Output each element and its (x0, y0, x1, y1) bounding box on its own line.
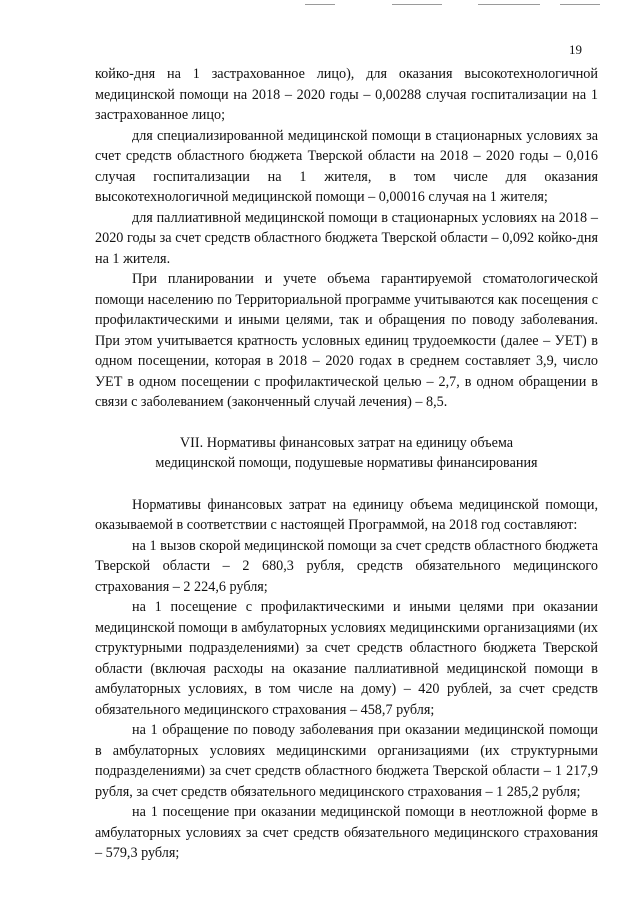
paragraph-specialized-care: для специализированной медицинской помощи в стационарных условиях за счет средств областного бюджета Тверской области на 2018 – 2020 годы – 0,016 случая госпитализации на 1 жителя, в том числе для оказания высокотехнологичной медицинской помощи – 0,00016 случая на 1 жителя; (95, 127, 598, 205)
document-body (95, 64, 598, 864)
paragraph-preventive-visit: на 1 посещение с профилактическими и иными целями при оказании медицинской помощи в амбулаторных условиях медицинскими организациями (их структурными подразделениями) за счет средств областного бюджета Тверской области (включая расходы на оказание паллиативной медицинской помощи в амбулаторных условиях, в том числе на дому) – 420 рублей, за счет средств обязательного медицинского страхования – 458,7 рубля; (95, 599, 598, 718)
paragraph-palliative-care: для паллиативной медицинской помощи в стационарных условиях на 2018 – 2020 годы за счет средств областного бюджета Тверской области – 0,092 койко-дня на 1 жителя. (95, 209, 598, 267)
paragraph-disease-appeal: на 1 обращение по поводу заболевания при оказании медицинской помощи в амбулаторных условиях медицинскими организациями (их структурными подразделениями) за счет средств областного бюджета Тверской области – 1 217,9 рубля, за счет средств обязательного медицинского страхования – 1 285,2 рубля; (95, 722, 598, 800)
paragraph-dental-care: При планировании и учете объема гарантируемой стоматологической помощи населению по Территориальной программе учитываются как посещения с профилактическими и иными целями, так и обращения по поводу заболевания. При этом учитывается кратность условных единиц трудоемкости (далее – УЕТ) в одном посещении, которая в 2018 – 2020 годах в среднем составляет 3,9, число УЕТ в одном посещении с профилактической целью – 2,7, в одном обращении в связи с заболеванием (законченный случай лечения) – 8,5. (95, 271, 598, 410)
paragraph-ambulance-call: на 1 вызов скорой медицинской помощи за счет средств областного бюджета Тверской области – 2 680,3 рубля, средств обязательного медицинского страхования – 2 224,6 рубля; (95, 537, 598, 595)
scan-artifact-marks (0, 2, 640, 8)
section-heading-line-1: VII. Нормативы финансовых затрат на единицу объема (179, 434, 514, 451)
page-number: 19 (569, 42, 582, 57)
paragraph-urgent-visit: на 1 посещение при оказании медицинской помощи в неотложной форме в амбулаторных условиях за счет средств обязательного медицинского страхования – 579,3 рубля; (95, 804, 598, 861)
paragraph-cost-norms-intro: Нормативы финансовых затрат на единицу объема медицинской помощи, оказываемой в соответствии с настоящей Программой, на 2018 год составляют: (95, 496, 598, 533)
section-heading-line-2: медицинской помощи, подушевые нормативы финансирования (155, 454, 538, 471)
section-heading (95, 433, 598, 473)
paragraph-continuation: койко-дня на 1 застрахованное лицо), для оказания высокотехнологичной медицинской помощи на 2018 – 2020 годы – 0,00288 случая госпитализации на 1 застрахованное лицо; (95, 66, 598, 123)
